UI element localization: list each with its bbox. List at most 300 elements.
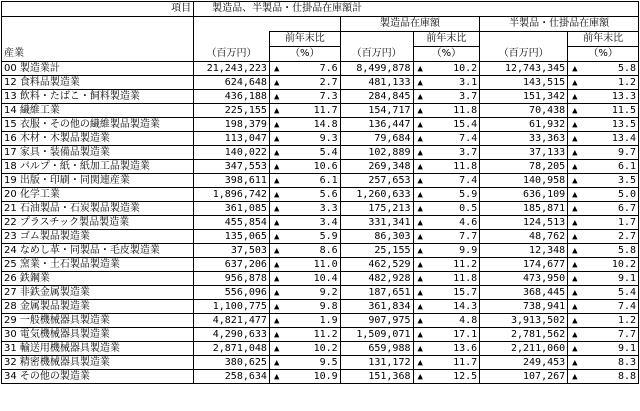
increase-mark-icon: ▲ — [273, 371, 280, 382]
semi-value-cell-text: 107,267 — [523, 370, 566, 382]
industry-cell-text: 31 輸送用機械器具製造業 — [4, 342, 120, 354]
industry-cell — [2, 244, 194, 258]
finished-value-cell — [340, 216, 413, 230]
semi-value-cell-text: 174,677 — [523, 258, 566, 270]
semi-yoy-cell — [568, 370, 639, 384]
semi-value-cell-text: 140,958 — [523, 174, 566, 186]
increase-mark-icon: ▲ — [273, 161, 280, 172]
industry-cell — [2, 188, 194, 202]
total-yoy-cell — [269, 174, 340, 188]
table-row — [2, 202, 639, 216]
total-value-cell — [194, 76, 270, 90]
finished-value-cell — [340, 132, 413, 146]
increase-mark-icon: ▲ — [572, 119, 578, 130]
finished-value-cell-text: 269,348 — [368, 160, 411, 172]
semi-value-cell-text: 636,109 — [523, 188, 566, 200]
semi-yoy-cell-text: 3.5 — [617, 174, 636, 186]
finished-value-cell-text: 284,845 — [368, 90, 411, 102]
finished-value-cell-text: 1,509,071 — [356, 328, 411, 340]
table-row — [2, 328, 639, 342]
total-value-cell — [194, 146, 270, 160]
semi-yoy-cell-text: 2.7 — [617, 230, 636, 242]
finished-value-cell — [340, 328, 413, 342]
increase-mark-icon: ▲ — [417, 259, 423, 270]
table-row — [2, 76, 639, 90]
total-yoy-cell — [269, 244, 340, 258]
finished-yoy-cell — [413, 118, 480, 132]
group-semi-header: 半製品・仕掛品在庫額 — [480, 17, 639, 32]
finished-yoy-cell — [413, 314, 480, 328]
total-value-cell-text: 398,611 — [224, 174, 267, 186]
total-yoy-cell — [269, 202, 340, 216]
increase-mark-icon: ▲ — [572, 91, 578, 102]
total-yoy-cell — [269, 314, 340, 328]
finished-value-cell-text: 361,834 — [368, 300, 411, 312]
unit-blank-total — [194, 32, 270, 47]
table-row — [2, 146, 639, 160]
increase-mark-icon: ▲ — [417, 371, 423, 382]
finished-value-cell-text: 462,529 — [368, 258, 411, 270]
industry-cell — [2, 328, 194, 342]
finished-yoy-cell-text: 11.8 — [453, 272, 478, 284]
semi-yoy-cell-text: 5.0 — [617, 188, 636, 200]
semi-yoy-cell-text: 5.8 — [617, 62, 636, 74]
increase-mark-icon: ▲ — [417, 147, 423, 158]
semi-yoy-cell-text: 1.2 — [617, 76, 636, 88]
finished-value-cell — [340, 76, 413, 90]
semi-yoy-cell — [568, 146, 639, 160]
finished-yoy-cell-text: 3.7 — [459, 90, 478, 102]
increase-mark-icon: ▲ — [417, 189, 423, 200]
industry-cell-text: 15 衣服・その他の繊維製品製造業 — [4, 118, 160, 130]
increase-mark-icon: ▲ — [572, 315, 578, 326]
total-yoy-cell-text: 5.6 — [319, 188, 338, 200]
table-row — [2, 314, 639, 328]
total-value-cell-text: 624,648 — [224, 76, 267, 88]
finished-yoy-cell-text: 7.4 — [459, 174, 478, 186]
increase-mark-icon: ▲ — [417, 161, 423, 172]
semi-value-cell — [480, 62, 568, 76]
total-value-cell — [194, 258, 270, 272]
total-value-cell — [194, 314, 270, 328]
finished-yoy-cell — [413, 230, 480, 244]
finished-value-cell-text: 86,303 — [374, 230, 411, 242]
industry-cell-text: 19 出版・印刷・同関連産業 — [4, 174, 130, 186]
semi-value-cell-text: 33,363 — [529, 132, 566, 144]
semi-yoy-cell-text: 13.4 — [611, 132, 636, 144]
semi-value-cell — [480, 342, 568, 356]
finished-yoy-cell — [413, 328, 480, 342]
industry-cell — [2, 272, 194, 286]
total-yoy-cell — [269, 216, 340, 230]
unit-header-total: （百万円） — [194, 47, 270, 62]
industry-cell-text: 28 金属製品製造業 — [4, 300, 90, 312]
total-value-cell-text: 436,188 — [224, 90, 267, 102]
total-yoy-cell-text: 7.3 — [319, 90, 338, 102]
semi-value-cell — [480, 216, 568, 230]
semi-yoy-cell — [568, 300, 639, 314]
total-value-cell — [194, 286, 270, 300]
finished-value-cell-text: 257,653 — [368, 174, 411, 186]
semi-value-cell-text: 151,342 — [523, 90, 566, 102]
corner-item-label: 項目 — [2, 2, 194, 17]
finished-value-cell-text: 25,155 — [374, 244, 411, 256]
total-yoy-cell — [269, 328, 340, 342]
total-yoy-cell-text: 8.6 — [319, 244, 338, 256]
total-yoy-cell — [269, 160, 340, 174]
finished-value-cell — [340, 174, 413, 188]
semi-value-cell-text: 124,513 — [523, 216, 566, 228]
table-row — [2, 300, 639, 314]
increase-mark-icon: ▲ — [572, 189, 578, 200]
semi-value-cell — [480, 104, 568, 118]
semi-value-cell — [480, 188, 568, 202]
unit-header-semi: （百万円） — [480, 47, 568, 62]
finished-value-cell-text: 8,499,878 — [356, 62, 411, 74]
increase-mark-icon: ▲ — [273, 245, 280, 256]
table-row — [2, 258, 639, 272]
table-row — [2, 62, 639, 76]
total-value-cell-text: 556,096 — [224, 286, 267, 298]
finished-value-cell-text: 136,447 — [368, 118, 411, 130]
finished-value-cell — [340, 300, 413, 314]
industry-cell-text: 30 電気機械器具製造業 — [4, 328, 110, 340]
industry-cell — [2, 76, 194, 90]
semi-yoy-cell — [568, 356, 639, 370]
semi-yoy-cell — [568, 202, 639, 216]
finished-value-cell-text: 131,172 — [368, 356, 411, 368]
finished-value-cell — [340, 202, 413, 216]
total-blank — [194, 17, 341, 32]
semi-yoy-cell — [568, 76, 639, 90]
finished-yoy-cell — [413, 244, 480, 258]
increase-mark-icon: ▲ — [417, 287, 423, 298]
increase-mark-icon: ▲ — [417, 357, 423, 368]
increase-mark-icon: ▲ — [572, 329, 578, 340]
increase-mark-icon: ▲ — [572, 287, 578, 298]
finished-yoy-cell-text: 7.4 — [459, 132, 478, 144]
increase-mark-icon: ▲ — [572, 105, 578, 116]
finished-yoy-cell-text: 10.2 — [453, 62, 478, 74]
increase-mark-icon: ▲ — [273, 301, 280, 312]
finished-yoy-cell — [413, 370, 480, 384]
total-yoy-cell-text: 7.6 — [319, 62, 338, 74]
semi-yoy-cell — [568, 314, 639, 328]
increase-mark-icon: ▲ — [417, 315, 423, 326]
unit-blank-fin — [340, 32, 413, 47]
semi-value-cell-text: 2,781,562 — [510, 328, 566, 340]
total-value-cell — [194, 356, 270, 370]
finished-yoy-cell — [413, 356, 480, 370]
total-value-cell-text: 1,896,742 — [212, 188, 267, 200]
increase-mark-icon: ▲ — [572, 301, 578, 312]
finished-value-cell — [340, 146, 413, 160]
finished-value-cell — [340, 62, 413, 76]
industry-cell-text: 32 精密機械器具製造業 — [4, 356, 110, 368]
increase-mark-icon: ▲ — [417, 301, 423, 312]
finished-value-cell — [340, 356, 413, 370]
industry-cell-text: 27 非鉄金属製造業 — [4, 286, 90, 298]
finished-value-cell-text: 187,651 — [368, 286, 411, 298]
finished-yoy-cell — [413, 62, 480, 76]
semi-yoy-cell — [568, 188, 639, 202]
unit-header-fin: （百万円） — [340, 47, 413, 62]
finished-yoy-cell — [413, 258, 480, 272]
semi-value-cell — [480, 356, 568, 370]
industry-cell — [2, 146, 194, 160]
total-yoy-cell-text: 9.2 — [319, 286, 338, 298]
semi-value-cell-text: 12,743,345 — [504, 62, 566, 74]
finished-value-cell — [340, 370, 413, 384]
increase-mark-icon: ▲ — [273, 77, 280, 88]
industry-cell — [2, 90, 194, 104]
semi-yoy-cell-text: 9.1 — [617, 342, 636, 354]
finished-yoy-cell-text: 14.3 — [453, 300, 478, 312]
total-value-cell — [194, 342, 270, 356]
finished-yoy-cell-text: 15.4 — [453, 118, 478, 130]
semi-yoy-cell-text: 7.7 — [617, 328, 636, 340]
industry-cell — [2, 62, 194, 76]
increase-mark-icon: ▲ — [273, 231, 280, 242]
industry-cell-text: 12 食料品製造業 — [4, 76, 80, 88]
finished-value-cell — [340, 90, 413, 104]
industry-cell-text: 21 石油製品・石炭製品製造業 — [4, 202, 140, 214]
increase-mark-icon: ▲ — [417, 231, 423, 242]
total-yoy-cell-text: 1.9 — [319, 314, 338, 326]
industry-cell-text: 00 製造業計 — [4, 62, 60, 74]
semi-yoy-cell-text: 6.1 — [617, 160, 636, 172]
industry-cell-text: 13 飲料・たばこ・飼料製造業 — [4, 90, 140, 102]
total-yoy-cell — [269, 118, 340, 132]
industry-cell — [2, 370, 194, 384]
total-yoy-cell-text: 9.3 — [319, 132, 338, 144]
increase-mark-icon: ▲ — [417, 105, 423, 116]
finished-yoy-cell-text: 11.2 — [453, 258, 478, 270]
finished-value-cell-text: 175,213 — [368, 202, 411, 214]
table-row — [2, 160, 639, 174]
table-row — [2, 356, 639, 370]
semi-value-cell — [480, 118, 568, 132]
increase-mark-icon: ▲ — [572, 147, 578, 158]
industry-cell — [2, 286, 194, 300]
increase-mark-icon: ▲ — [273, 105, 280, 116]
total-yoy-cell — [269, 286, 340, 300]
industry-cell — [2, 216, 194, 230]
group-total-header: 製造品、半製品・仕掛品在庫額計 — [194, 2, 639, 17]
semi-yoy-cell — [568, 230, 639, 244]
industry-cell-text: 34 その他の製造業 — [4, 370, 90, 382]
pct-header-semi: （%） — [568, 47, 639, 62]
semi-yoy-cell-text: 1.7 — [617, 216, 636, 228]
increase-mark-icon: ▲ — [417, 217, 423, 228]
semi-value-cell-text: 185,871 — [523, 202, 566, 214]
semi-value-cell — [480, 230, 568, 244]
total-value-cell — [194, 244, 270, 258]
increase-mark-icon: ▲ — [572, 259, 578, 270]
industry-cell-text: 29 一般機械器具製造業 — [4, 314, 110, 326]
increase-mark-icon: ▲ — [273, 315, 280, 326]
total-value-cell — [194, 132, 270, 146]
increase-mark-icon: ▲ — [417, 175, 423, 186]
total-yoy-cell-text: 11.7 — [313, 104, 338, 116]
table-body — [2, 62, 639, 384]
semi-yoy-cell — [568, 132, 639, 146]
increase-mark-icon: ▲ — [417, 91, 423, 102]
increase-mark-icon: ▲ — [572, 371, 578, 382]
finished-yoy-cell — [413, 216, 480, 230]
semi-yoy-cell — [568, 216, 639, 230]
total-value-cell-text: 637,206 — [224, 258, 267, 270]
industry-cell-text: 23 ゴム製品製造業 — [4, 230, 90, 242]
increase-mark-icon: ▲ — [572, 77, 578, 88]
semi-value-cell-text: 61,932 — [529, 118, 566, 130]
semi-yoy-cell-text: 7.4 — [617, 300, 636, 312]
total-yoy-cell-text: 6.1 — [319, 174, 338, 186]
industry-cell — [2, 118, 194, 132]
semi-value-cell-text: 70,438 — [529, 104, 566, 116]
semi-value-cell-text: 37,133 — [529, 146, 566, 158]
industry-cell-text: 17 家具・装備品製造業 — [4, 146, 110, 158]
table-row — [2, 286, 639, 300]
finished-value-cell — [340, 286, 413, 300]
total-value-cell — [194, 328, 270, 342]
semi-yoy-cell — [568, 286, 639, 300]
table-row — [2, 90, 639, 104]
finished-yoy-cell — [413, 342, 480, 356]
increase-mark-icon: ▲ — [572, 161, 578, 172]
semi-value-cell — [480, 174, 568, 188]
total-value-cell-text: 361,085 — [224, 202, 267, 214]
total-value-cell — [194, 160, 270, 174]
industry-cell — [2, 230, 194, 244]
semi-value-cell — [480, 202, 568, 216]
total-yoy-cell-text: 9.5 — [319, 356, 338, 368]
finished-yoy-cell-text: 0.5 — [459, 202, 478, 214]
finished-yoy-cell-text: 9.9 — [459, 244, 478, 256]
table-row — [2, 342, 639, 356]
semi-value-cell — [480, 132, 568, 146]
semi-yoy-cell-text: 8.8 — [617, 370, 636, 382]
table-row — [2, 272, 639, 286]
industry-cell — [2, 356, 194, 370]
increase-mark-icon: ▲ — [417, 77, 423, 88]
finished-yoy-cell — [413, 104, 480, 118]
increase-mark-icon: ▲ — [273, 203, 280, 214]
total-yoy-cell — [269, 356, 340, 370]
total-yoy-cell — [269, 104, 340, 118]
total-yoy-cell-text: 11.0 — [313, 258, 338, 270]
total-value-cell — [194, 174, 270, 188]
increase-mark-icon: ▲ — [273, 329, 280, 340]
increase-mark-icon: ▲ — [572, 343, 578, 354]
semi-yoy-cell-text: 9.7 — [617, 146, 636, 158]
increase-mark-icon: ▲ — [572, 245, 578, 256]
finished-yoy-cell — [413, 132, 480, 146]
finished-yoy-cell — [413, 188, 480, 202]
finished-value-cell-text: 79,684 — [374, 132, 411, 144]
finished-value-cell — [340, 118, 413, 132]
table-row — [2, 104, 639, 118]
semi-value-cell — [480, 328, 568, 342]
table-row — [2, 132, 639, 146]
increase-mark-icon: ▲ — [273, 175, 280, 186]
increase-mark-icon: ▲ — [417, 133, 423, 144]
finished-value-cell-text: 151,368 — [368, 370, 411, 382]
industry-cell-text: 14 繊維工業 — [4, 104, 60, 116]
semi-value-cell — [480, 286, 568, 300]
finished-yoy-cell — [413, 272, 480, 286]
total-value-cell-text: 1,100,775 — [212, 300, 267, 312]
semi-value-cell-text: 2,211,060 — [510, 342, 566, 354]
finished-yoy-cell-text: 3.7 — [459, 146, 478, 158]
table-row — [2, 174, 639, 188]
increase-mark-icon: ▲ — [273, 287, 280, 298]
increase-mark-icon: ▲ — [273, 119, 280, 130]
increase-mark-icon: ▲ — [572, 231, 578, 242]
total-yoy-cell — [269, 90, 340, 104]
industry-header: 産業 — [2, 47, 194, 62]
finished-value-cell — [340, 272, 413, 286]
group-finished-header: 製造品在庫額 — [340, 17, 480, 32]
industry-cell — [2, 132, 194, 146]
increase-mark-icon: ▲ — [417, 63, 423, 74]
total-yoy-cell-text: 10.4 — [313, 272, 338, 284]
total-yoy-cell — [269, 230, 340, 244]
industry-cell-text: 22 プラスチック製品製造業 — [4, 216, 130, 228]
finished-yoy-cell-text: 7.7 — [459, 230, 478, 242]
semi-value-cell — [480, 370, 568, 384]
total-yoy-cell — [269, 132, 340, 146]
semi-value-cell — [480, 160, 568, 174]
finished-yoy-cell — [413, 300, 480, 314]
finished-yoy-cell-text: 11.8 — [453, 160, 478, 172]
total-yoy-cell — [269, 258, 340, 272]
finished-yoy-cell-text: 5.9 — [459, 188, 478, 200]
semi-yoy-cell-text: 13.3 — [611, 90, 636, 102]
increase-mark-icon: ▲ — [417, 343, 423, 354]
total-value-cell-text: 198,379 — [224, 118, 267, 130]
table-row — [2, 244, 639, 258]
total-yoy-cell — [269, 188, 340, 202]
total-yoy-cell — [269, 300, 340, 314]
total-yoy-cell — [269, 146, 340, 160]
total-value-cell-text: 37,503 — [230, 244, 267, 256]
increase-mark-icon: ▲ — [273, 63, 280, 74]
increase-mark-icon: ▲ — [417, 329, 423, 340]
finished-yoy-cell — [413, 202, 480, 216]
semi-value-cell — [480, 258, 568, 272]
semi-value-cell-text: 249,453 — [523, 356, 566, 368]
total-value-cell — [194, 230, 270, 244]
table-row — [2, 188, 639, 202]
increase-mark-icon: ▲ — [572, 357, 578, 368]
semi-yoy-cell-text: 8.3 — [617, 356, 636, 368]
finished-yoy-cell — [413, 90, 480, 104]
semi-yoy-cell-text: 5.8 — [617, 244, 636, 256]
total-value-cell — [194, 62, 270, 76]
total-yoy-cell-text: 5.9 — [319, 230, 338, 242]
table-row — [2, 216, 639, 230]
total-value-cell — [194, 104, 270, 118]
semi-value-cell — [480, 146, 568, 160]
finished-yoy-cell — [413, 174, 480, 188]
unit-blank-semi — [480, 32, 568, 47]
finished-yoy-cell — [413, 286, 480, 300]
total-yoy-cell-text: 2.7 — [319, 76, 338, 88]
increase-mark-icon: ▲ — [273, 189, 280, 200]
semi-value-cell-text: 368,445 — [523, 286, 566, 298]
increase-mark-icon: ▲ — [572, 273, 578, 284]
